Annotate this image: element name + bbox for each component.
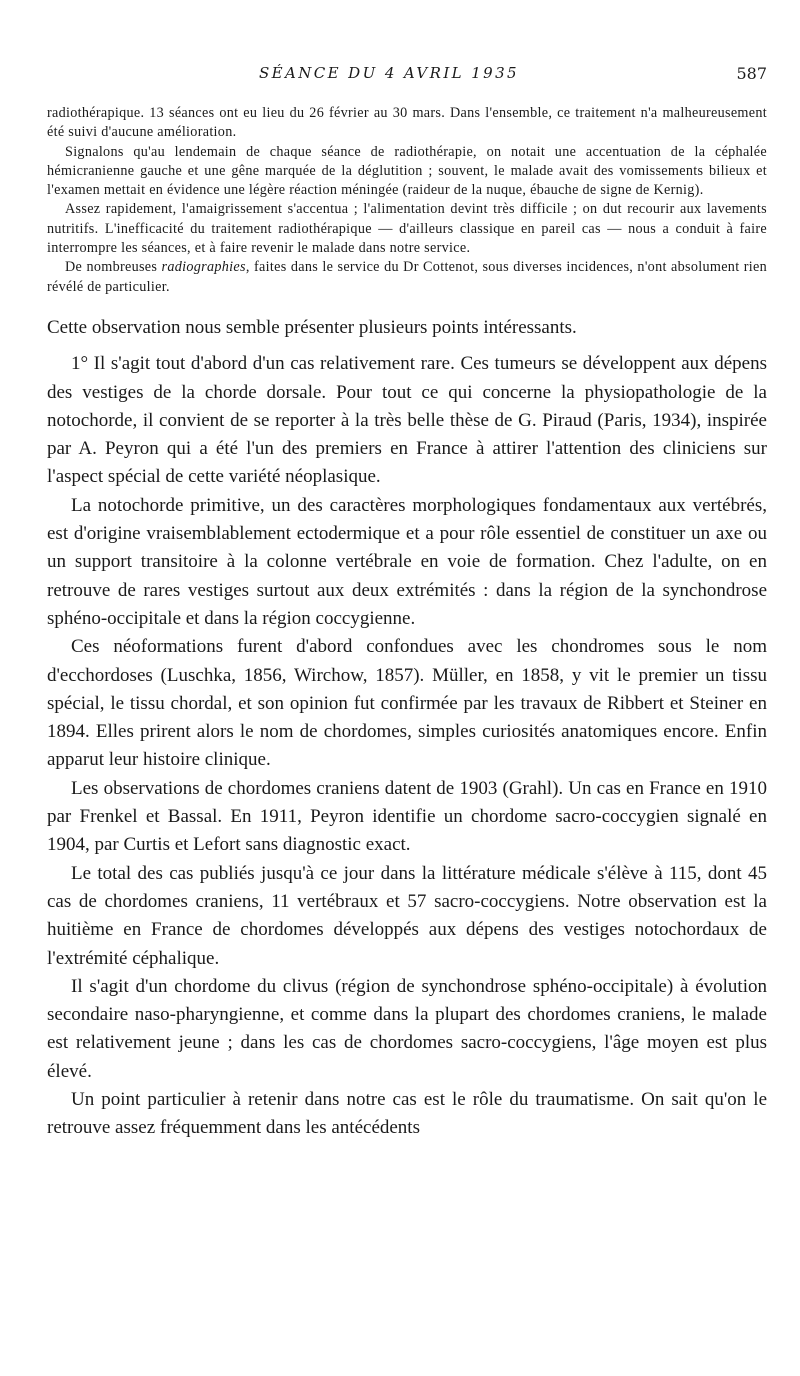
page-number: 587 [736, 64, 767, 83]
discussion-intro: Cette observation nous semble présenter plusieurs points intéressants. [47, 316, 577, 338]
case-report-paragraph [47, 258, 767, 297]
body-paragraph: Les observations de chordomes craniens datent de 1903 (Grahl). Un cas en France en 1910 par Frenkel et Bassal. En 1911, Peyron identifie un chordome sacro-coccygien signalé en 1904, par Curtis et Lefort sans diagnostic exact. [47, 777, 767, 856]
case-report-section [47, 104, 767, 297]
italic-term: radiographies [161, 259, 246, 276]
body-paragraph: Le total des cas publiés jusqu'à ce jour dans la littérature médicale s'élève à 115, dont 45 cas de chordomes craniens, 11 vertébraux et 57 sacro-coccygiens. Notre observation est la huitième en France de chordomes développés aux dépens des vestiges notochordaux de l'extrémité céphalique. [47, 862, 767, 969]
body-paragraph: Il s'agit d'un chordome du clivus (région de synchondrose sphéno-occipitale) à évolution secondaire naso-pharyngienne, et comme dans la plupart des chordomes craniens, le malade est relativement jeune ; dans les cas de chordomes sacro-coccygiens, l'âge moyen est plus élevé. [47, 975, 767, 1082]
text-run: De nombreuses [65, 259, 162, 276]
body-paragraph: Ces néoformations furent d'abord confondues avec les chondromes sous le nom d'ecchordoses (Luschka, 1856, Wirchow, 1857). Müller, en 1858, y vit le premier un tissu spécial, le tissu chordal, et son opinion fut confirmée par les travaux de Ribbert et Steiner en 1894. Elles prirent alors le nom de chordomes, simples curiosités anatomiques encore. Enfin apparut leur histoire clinique. [47, 636, 767, 771]
body-paragraph: 1° Il s'agit tout d'abord d'un cas relativement rare. Ces tumeurs se développent aux dépens des vestiges de la chorde dorsale. Pour tout ce qui concerne la physiopathologie de la notochorde, il convient de se reporter à la très belle thèse de G. Piraud (Paris, 1934), inspirée par A. Peyron qui a été l'un des premiers en France à attirer l'attention des cliniciens sur l'aspect spécial de cette variété néoplasique. [47, 353, 767, 488]
case-report-paragraph: Assez rapidement, l'amaigrissement s'accentua ; l'alimentation devint très difficile ; on dut recourir aux lavements nutritifs. L'inefficacité du traitement radiothérapique — d'ailleurs classique en pareil cas — nous a conduit à faire interrompre les séances, et à faire revenir le malade dans notre service. [47, 201, 767, 257]
running-head [47, 64, 767, 104]
body-paragraph: Un point particulier à retenir dans notre cas est le rôle du traumatisme. On sait qu'on le retrouve assez fréquemment dans les antécédents [47, 1088, 767, 1139]
case-report-paragraph: Signalons qu'au lendemain de chaque séance de radiothérapie, on notait une accentuation de la céphalée hémicranienne gauche et une gêne marquée de la déglutition ; souvent, le malade avait des vomissements bilieux et l'examen mettait en évidence une légère réaction méningée (raideur de la nuque, ébauche de signe de Kernig). [47, 143, 767, 199]
discussion-section [47, 314, 767, 1143]
body-paragraph: La notochorde primitive, un des caractères morphologiques fondamentaux aux vertébrés, est d'origine vraisemblablement ectodermique et a pour rôle essentiel de constituer un axe ou un support transitoire à la colonne vertébrale en voie de formation. Chez l'adulte, on en retrouve de rares vestiges surtout aux deux extrémités : dans la région de la synchondrose sphéno-occipitale et dans la région coccygienne. [47, 494, 767, 629]
text-run: , faites dans le service du Dr Cottenot, sous diverses incidences, n'ont absolument rien révélé de particulier. [47, 259, 767, 295]
case-report-paragraph: radiothérapique. 13 séances ont eu lieu du 26 février au 30 mars. Dans l'ensemble, ce traitement n'a malheureusement été suivi d'aucune amélioration. [47, 105, 767, 141]
book-page [47, 0, 767, 1143]
running-head-title: SÉANCE DU 4 AVRIL 1935 [259, 64, 519, 82]
